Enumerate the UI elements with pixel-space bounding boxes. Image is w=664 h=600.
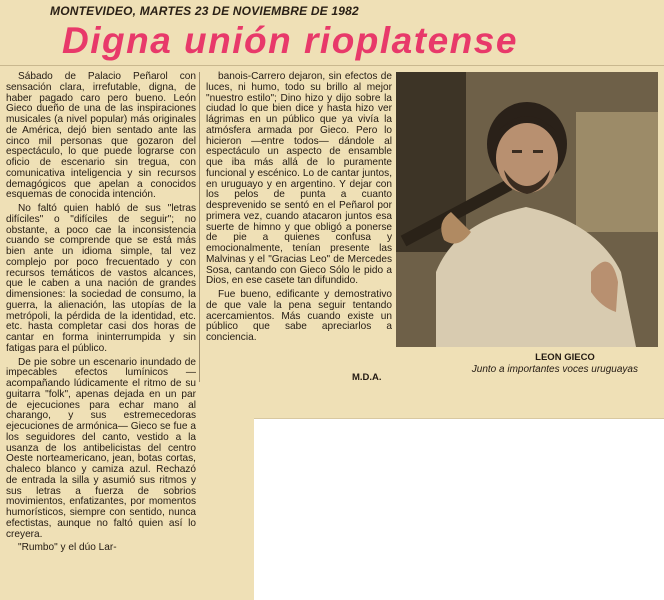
blank-area <box>254 418 664 600</box>
article-column-2 <box>206 72 392 347</box>
column-divider <box>199 72 200 382</box>
paragraph: "Rumbo" y el dúo Lar- <box>18 542 117 554</box>
paragraph: Sábado de Palacio Peñarol con sensación clara, irrefutable, digna, de haber pagado caro pero bueno. León Gieco dueño de una de las inspiraciones musicales (a nivel popular) más originales de América, dejó bien sentado ante las cinco mil personas que gozaron del espectáculo, lo que puede lograrse con oficio de escenario sin tregua, con comunicativa inteligencia y sin recursos demagógicos que apelan a conocidos esquemas de conocida intención. <box>6 71 196 201</box>
headline: Digna unión rioplatense <box>62 20 518 61</box>
paragraph: banois-Carrero dejaron, sin efectos de luces, ni humo, todo su brillo al mejor "nuestro estilo"; Dino hizo y dijo sobre la ciudad lo que bien dice y hasta hizo ver lágrimas en un público que ya vivía la atmósfera armada por Gieco. Pero lo hicieron —entre todos— dándole al espectáculo un aspecto de ensamble que iba más allá de lo puramente funcional y escénico. Lo de cantar juntos, en uruguayo y en argentino. Y dejar con los pelos de punta a cuanto desprevenido se sentó en el Peñarol por primera vez, cuando atacaron juntos esa suerte de himno y que obligó a ponerse de pie a quienes confusa y emocionalmente, tenían presente las Malvinas y el "Gracias Leo" de Mercedes Sosa, cantando con Gieco Sólo le pido a Dios, en ese casete tan difundido. <box>206 71 392 287</box>
paragraph: Fue bueno, edificante y demostrativo de que vale la pena seguir tentando acercamientos. Más cuando existe un público que sabe apreciarlos a conciencia. <box>206 289 392 343</box>
article-column-1 <box>6 72 196 557</box>
caption-text: Junto a importantes voces uruguayas <box>471 364 638 375</box>
header-rule <box>0 65 664 66</box>
leon-gieco-photo <box>396 72 658 347</box>
paragraph: No faltó quien habló de sus "letras difíciles" o "difíciles de seguir"; no obstante, a poco cae la inconsistencia cuando se comprende que se está más bien ante un idioma simple, tal vez complejo por poco frecuentado y con recursos temáticos de vastos alcances, que le caben a una nación de grandes dimensiones: la sociedad de consumo, la guerra, la alienación, las utopías de la metrópoli, la pérdida de la identidad, etc. etc. hasta completar casi dos horas de cantar en forma ininterrumpida y sin fatigas para el público. <box>6 203 196 354</box>
author-signature: M.D.A. <box>352 372 382 383</box>
dateline: MONTEVIDEO, MARTES 23 DE NOVIEMBRE DE 1982 <box>50 4 359 18</box>
caption-name: LEON GIECO <box>535 352 595 363</box>
paragraph: De pie sobre un escenario inundado de impecables efectos lumínicos —acompañando lúdicamente el ritmo de su guitarra "folk", apenas dejada en un par de ejecuciones para echar mano al charango, y sus estremecedoras ejecuciones de armónica— Gieco se fue a los seguidores del canto, vestido a la usanza de los antibelicistas del centro Oeste norteamericano, jean, botas cortas, chaleco blanco y camiza azul. Rechazó de entrada la silla y asumió sus ritmos y sus letras a fuerza de sobrios movimientos, enfatizantes, por momentos humorísticos, siempre con sentido, nunca efectistas, aunque no faltó quien así lo creyera. <box>6 356 196 540</box>
blank-area-edge <box>254 418 664 419</box>
photo-illustration <box>396 72 658 347</box>
